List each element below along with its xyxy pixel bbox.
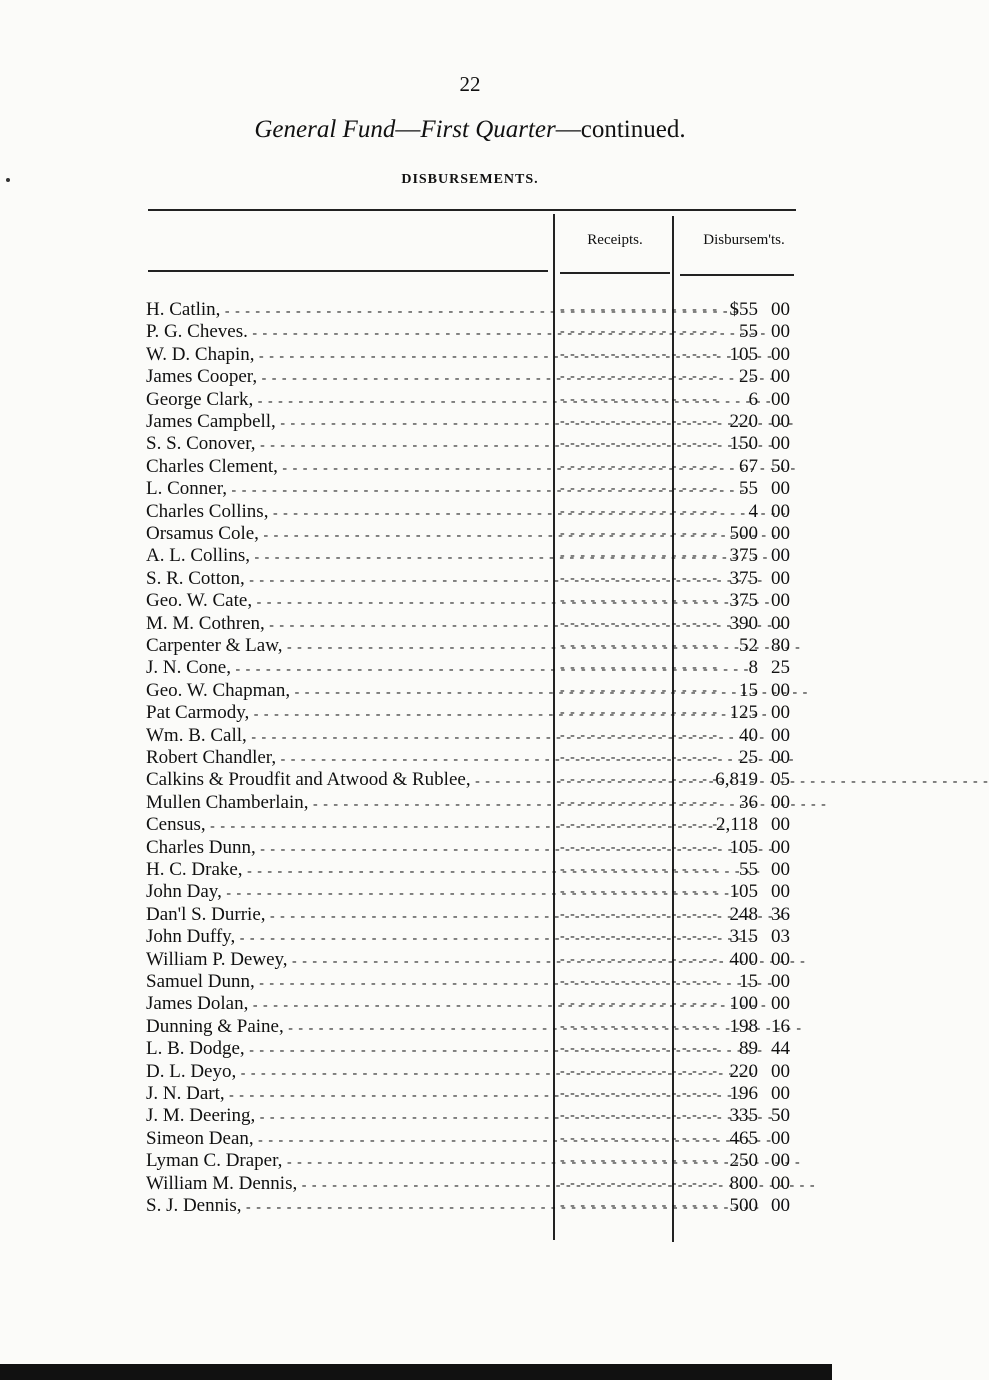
amount-cents: 00 [771, 971, 790, 992]
receipts-leader: - - - - - - - - - - - - - - - - [560, 593, 719, 609]
disbursement-amount [686, 612, 790, 635]
amount-dollars: 375 [729, 545, 758, 567]
amount-dollars: 105 [729, 881, 758, 903]
disbursement-amount [686, 880, 790, 903]
disbursement-amount [686, 1104, 790, 1127]
receipts-leader: - - - - - - - - - - - - - - - - [560, 436, 719, 452]
table-row [146, 455, 806, 478]
disbursement-amount [686, 343, 790, 366]
disbursement-amount [686, 724, 790, 747]
table-row [146, 948, 806, 971]
payee-name: James Cooper, - - - [146, 365, 548, 390]
receipts-leader: - - - - - - - - - - - - - - - - [560, 750, 719, 765]
disbursement-amount [686, 522, 790, 545]
receipts-leader: - - - - - - - - - - - - - - - - [560, 615, 719, 631]
disbursement-amount [686, 903, 790, 926]
amount-cents: 00 [771, 679, 790, 701]
table-row [146, 858, 806, 881]
receipts-leader: - - - - - - - - - - - - - - - - [560, 1018, 719, 1034]
table-row [146, 768, 806, 791]
title-dash: — [395, 116, 421, 143]
disbursement-amount [686, 858, 790, 881]
amount-dollars: 4 [748, 500, 758, 522]
amount-dollars: 500 [729, 1195, 758, 1216]
receipts-leader: - - - - - - - - - - - - - - - - [560, 638, 719, 653]
table-row [146, 724, 806, 747]
payee-name: Dan'l S. Durrie, - - - [146, 903, 548, 928]
amount-dollars: 465 [729, 1127, 758, 1149]
amount-dollars: 335 [729, 1105, 758, 1127]
amount-dollars: 375 [729, 590, 758, 612]
receipts-leader: - - - - - - - - - - - - - - - - [560, 346, 719, 362]
disbursement-amount [686, 388, 790, 411]
table-top-rule [148, 209, 796, 211]
receipts-leader: - - - - - - - - - - - - - - - - [560, 526, 719, 541]
column-header-disbursements: Disbursem'ts. [703, 232, 785, 248]
amount-cents: 00 [771, 366, 790, 388]
disbursement-amount [686, 948, 790, 971]
payee-name: Charles Clement, - - - [146, 455, 548, 480]
receipts-leader: - - - - - - - - - - - - - - - - [560, 324, 719, 340]
table-header-rule-right [680, 274, 794, 276]
payee-name: Calkins & Proudfit and Atwood & Rublee, - - - [146, 768, 548, 793]
amount-dollars: 2,118 [715, 814, 758, 836]
payee-name: H. Catlin, - - - [146, 298, 548, 323]
payee-name: Pat Carmody, - - - [146, 701, 548, 726]
receipts-leader: - - - - - - - - - - - - - - - - [560, 570, 719, 586]
table-row [146, 970, 806, 993]
amount-dollars: 15 [739, 971, 758, 992]
receipts-leader: - - - - - - - - - - - - - - - - [560, 481, 719, 497]
amount-cents: 00 [771, 478, 790, 500]
table-row [146, 925, 806, 948]
amount-cents: 00 [771, 1195, 790, 1216]
amount-cents: 00 [771, 791, 790, 813]
receipts-leader: - - - - - - - - - - - - - - - - [560, 862, 719, 877]
disbursement-amount [686, 992, 790, 1015]
payee-name: D. L. Deyo, - - - [146, 1060, 548, 1085]
amount-dollars: 40 [739, 724, 758, 746]
disbursement-amount [686, 679, 790, 702]
table-row [146, 1082, 806, 1105]
amount-dollars: 15 [739, 679, 758, 701]
payee-name: Geo. W. Cate, - - - [146, 589, 548, 614]
payee-name: S. R. Cotton, - - - [146, 567, 548, 592]
disbursement-amount [686, 813, 790, 836]
amount-cents: 00 [771, 859, 790, 880]
payee-name: Robert Chandler, - - - [146, 746, 548, 771]
amount-cents: 00 [771, 814, 790, 836]
amount-dollars: 55 [739, 321, 758, 343]
payee-name: S. S. Conover, - - - [146, 432, 548, 457]
disbursement-amount [686, 1194, 790, 1217]
payee-name: P. G. Cheves. - - - [146, 320, 548, 345]
payee-name: J. N. Dart, - - - [146, 1082, 548, 1107]
amount-cents: 00 [771, 993, 790, 1015]
payee-name: Mullen Chamberlain, - - - [146, 791, 548, 816]
receipts-leader: - - - - - - - - - - - - - - - - [560, 548, 719, 564]
table-header-rule-left [148, 270, 548, 272]
receipts-leader: - - - - - - - - - - - - - - - - [560, 660, 719, 676]
receipts-leader: - - - - - - - - - - - - - - - - [560, 391, 719, 407]
receipts-leader: - - - - - - - - - - - - - - - - [560, 1041, 719, 1057]
receipts-leader: - - - - - - - - - - - - - - - - [560, 1153, 719, 1169]
title-general-fund: General Fund [254, 116, 396, 143]
disbursement-amount [686, 567, 790, 590]
disbursement-amount [686, 768, 790, 791]
table-row [146, 589, 806, 612]
payee-name: Simeon Dean, - - - [146, 1127, 548, 1152]
receipts-leader: - - - - - - - - - - - - - - - - [560, 906, 719, 922]
disbursement-amount [686, 701, 790, 724]
payee-name: William P. Dewey, - - - [146, 948, 548, 973]
amount-dollars: 375 [729, 567, 758, 589]
amount-cents: 00 [771, 433, 790, 455]
table-row [146, 813, 806, 836]
table-row [146, 679, 806, 702]
receipts-leader: - - - - - - - - - - - - - - - - [560, 705, 719, 721]
payee-name: Carpenter & Law, - - - [146, 634, 548, 659]
page-title [140, 116, 800, 144]
table-row [146, 1194, 806, 1217]
amount-cents: 00 [771, 500, 790, 522]
disbursement-amount [686, 455, 790, 478]
amount-dollars: 105 [729, 836, 758, 858]
payee-name: L. B. Dodge, - - - [146, 1037, 548, 1062]
receipts-leader: - - - - - - - - - - - - - - - - [560, 369, 719, 385]
receipts-leader: - - - - - - - - - - - - - - - - [560, 727, 719, 743]
title-first-quarter: First Quarter [420, 116, 556, 143]
receipts-leader: - - - - - - - - - - - - - - - - [560, 794, 719, 810]
payee-name: Orsamus Cole, - - - [146, 522, 548, 547]
disbursement-amount [686, 1149, 790, 1172]
disbursement-amount [686, 1037, 790, 1060]
payee-name: A. L. Collins, - - - [146, 544, 548, 569]
disbursement-amount [686, 1127, 790, 1150]
table-row [146, 544, 806, 567]
receipts-leader: - - - - - - - - - - - - - - - - [560, 414, 719, 429]
payee-name: Charles Dunn, - - - [146, 836, 548, 861]
amount-cents: 00 [771, 1150, 790, 1172]
payee-name: J. M. Deering, - - - [146, 1104, 548, 1129]
amount-cents: 00 [771, 545, 790, 567]
amount-cents: 00 [771, 388, 790, 410]
amount-cents: 44 [771, 1038, 790, 1060]
table-row [146, 880, 806, 903]
payee-name: M. M. Cothren, - - - [146, 612, 548, 637]
amount-cents: 00 [771, 747, 790, 768]
amount-dollars: 125 [729, 702, 758, 724]
amount-cents: 00 [771, 299, 790, 320]
disbursement-amount [686, 477, 790, 500]
disbursement-amount [686, 791, 790, 814]
receipts-leader: - - - - - - - - - - - - - - - - [560, 974, 719, 989]
amount-dollars: $55 [729, 299, 758, 320]
disbursement-amount [686, 656, 790, 679]
table-row [146, 410, 806, 433]
amount-cents: 00 [771, 567, 790, 589]
table-row [146, 500, 806, 523]
amount-dollars: 500 [729, 523, 758, 544]
amount-cents: 05 [771, 769, 790, 791]
disbursement-amount [686, 970, 790, 993]
disbursement-amount [686, 1172, 790, 1195]
receipts-leader: - - - - - - - - - - - - - - - - [560, 839, 719, 855]
table-row [146, 320, 806, 343]
payee-name: S. J. Dennis, - - - [146, 1194, 548, 1219]
table-row [146, 1060, 806, 1083]
amount-dollars: 315 [729, 926, 758, 948]
table-row [146, 746, 806, 769]
receipts-leader: - - - - - - - - - - - - - - - - [560, 996, 719, 1012]
amount-dollars: 198 [729, 1015, 758, 1037]
payee-name: John Day, - - - [146, 880, 548, 905]
amount-dollars: 6,819 [715, 769, 758, 791]
receipts-leader: - - - - - - - - - - - - - - - - [560, 682, 719, 698]
amount-cents: 00 [771, 343, 790, 365]
column-header-receipts: Receipts. [587, 232, 643, 248]
receipts-leader: - - - - - - - - - - - - - - - - [560, 951, 719, 967]
table-row [146, 298, 806, 321]
amount-cents: 00 [771, 321, 790, 343]
receipts-leader: - - - - - - - - - - - - - - - - [560, 302, 719, 317]
amount-dollars: 55 [739, 478, 758, 500]
table-row [146, 791, 806, 814]
table-row [146, 522, 806, 545]
disbursement-amount [686, 432, 790, 455]
page-number: 22 [459, 72, 481, 96]
amount-cents: 00 [771, 523, 790, 544]
margin-speck [6, 178, 10, 182]
receipts-leader: - - - - - - - - - - - - - - - - [560, 503, 719, 519]
amount-dollars: 390 [729, 612, 758, 634]
receipts-leader: - - - - - - - - - - - - - - - - [560, 772, 719, 788]
page-edge-shadow [0, 1364, 832, 1380]
disbursement-amount [686, 1060, 790, 1083]
amount-cents: 00 [771, 702, 790, 724]
amount-dollars: 220 [729, 1060, 758, 1082]
amount-cents: 16 [771, 1015, 790, 1037]
amount-dollars: 400 [729, 948, 758, 970]
amount-cents: 00 [771, 724, 790, 746]
table-row [146, 836, 806, 859]
amount-cents: 00 [771, 590, 790, 612]
amount-cents: 00 [771, 1060, 790, 1082]
payee-name: James Campbell, - - - [146, 410, 548, 435]
payee-name: George Clark, - - - [146, 388, 548, 413]
amount-dollars: 52 [739, 635, 758, 656]
table-row [146, 1037, 806, 1060]
receipts-leader: - - - - - - - - - - - - - - - - [560, 1063, 719, 1079]
table-row [146, 903, 806, 926]
table-row [146, 656, 806, 679]
payee-name: J. N. Cone, - - - [146, 656, 548, 681]
amount-dollars: 800 [729, 1172, 758, 1194]
disbursement-amount [686, 836, 790, 859]
disbursement-amount [686, 925, 790, 948]
amount-dollars: 55 [739, 859, 758, 880]
receipts-leader: - - - - - - - - - - - - - - - - [560, 1086, 719, 1101]
amount-cents: 50 [771, 455, 790, 477]
table-row [146, 567, 806, 590]
table-row [146, 1104, 806, 1127]
amount-cents: 00 [771, 948, 790, 970]
disbursement-amount [686, 410, 790, 433]
amount-cents: 00 [771, 1127, 790, 1149]
section-heading: DISBURSEMENTS. [401, 172, 539, 187]
amount-dollars: 250 [729, 1150, 758, 1172]
payee-name: Geo. W. Chapman, - - - [146, 679, 548, 704]
disbursement-amount [686, 500, 790, 523]
disbursement-amount [686, 1015, 790, 1038]
amount-dollars: 67 [739, 455, 758, 477]
payee-name: Charles Collins, - - - [146, 500, 548, 525]
title-continued: continued. [580, 116, 686, 143]
payee-name: W. D. Chapin, - - - [146, 343, 548, 368]
disbursement-amount [686, 589, 790, 612]
payee-name: John Duffy, - - - [146, 925, 548, 950]
table-header-rule-mid [560, 272, 670, 274]
receipts-leader: - - - - - - - - - - - - - - - - [560, 1108, 719, 1124]
receipts-leader: - - - - - - - - - - - - - - - - [560, 1130, 719, 1146]
table-row [146, 992, 806, 1015]
payee-name: L. Conner, - - - [146, 477, 548, 502]
table-row [146, 388, 806, 411]
amount-dollars: 25 [739, 747, 758, 768]
receipts-leader: - - - - - - - - - - - - - - - - [560, 929, 719, 945]
amount-cents: 00 [771, 836, 790, 858]
amount-cents: 00 [771, 612, 790, 634]
amount-cents: 36 [771, 903, 790, 925]
amount-cents: 00 [771, 1083, 790, 1104]
receipts-leader: - - - - - - - - - - - - - - - - [560, 1175, 719, 1191]
amount-dollars: 100 [729, 993, 758, 1015]
disbursement-amount [686, 298, 790, 321]
amount-dollars: 196 [729, 1083, 758, 1104]
payee-name: Dunning & Paine, - - - [146, 1015, 548, 1040]
receipts-leader: - - - - - - - - - - - - - - - - [560, 1198, 719, 1213]
disbursement-amount [686, 1082, 790, 1105]
payee-name: Samuel Dunn, - - - [146, 970, 548, 995]
payee-name: Wm. B. Call, - - - [146, 724, 548, 749]
amount-cents: 00 [771, 1172, 790, 1194]
receipts-leader: - - - - - - - - - - - - - - - - [560, 458, 719, 474]
table-row [146, 701, 806, 724]
table-row [146, 365, 806, 388]
amount-cents: 80 [771, 635, 790, 656]
disbursement-amount [686, 746, 790, 769]
table-row [146, 612, 806, 635]
payee-name: Lyman C. Draper, - - - [146, 1149, 548, 1174]
amount-dollars: 6 [748, 388, 758, 410]
table-row [146, 1127, 806, 1150]
amount-dollars: 89 [739, 1038, 758, 1060]
table-row [146, 343, 806, 366]
payee-name: James Dolan, - - - [146, 992, 548, 1017]
payee-name: Census, - - - [146, 813, 548, 838]
amount-dollars: 25 [739, 366, 758, 388]
table-row [146, 477, 806, 500]
table-row [146, 1172, 806, 1195]
amount-dollars: 105 [729, 343, 758, 365]
table-row [146, 634, 806, 657]
table-row [146, 1015, 806, 1038]
disbursement-amount [686, 544, 790, 567]
table-row [146, 432, 806, 455]
amount-cents: 00 [771, 881, 790, 903]
amount-cents: 00 [771, 411, 790, 432]
payee-name: William M. Dennis, - - - [146, 1172, 548, 1197]
amount-cents: 03 [771, 926, 790, 948]
receipts-leader: - - - - - - - - - - - - - - - - [560, 884, 719, 900]
amount-dollars: 248 [729, 903, 758, 925]
table-row [146, 1149, 806, 1172]
payee-name: H. C. Drake, - - - [146, 858, 548, 883]
receipts-leader: - - - - - - - - - - - - - - - - [560, 817, 719, 833]
amount-dollars: 36 [739, 791, 758, 813]
disbursement-amount [686, 320, 790, 343]
amount-cents: 25 [771, 657, 790, 679]
disbursement-amount [686, 634, 790, 657]
amount-dollars: 8 [748, 657, 758, 679]
amount-dollars: 220 [729, 411, 758, 432]
title-dash: — [555, 116, 581, 143]
amount-dollars: 150 [729, 433, 758, 455]
disbursement-amount [686, 365, 790, 388]
amount-cents: 50 [771, 1105, 790, 1127]
